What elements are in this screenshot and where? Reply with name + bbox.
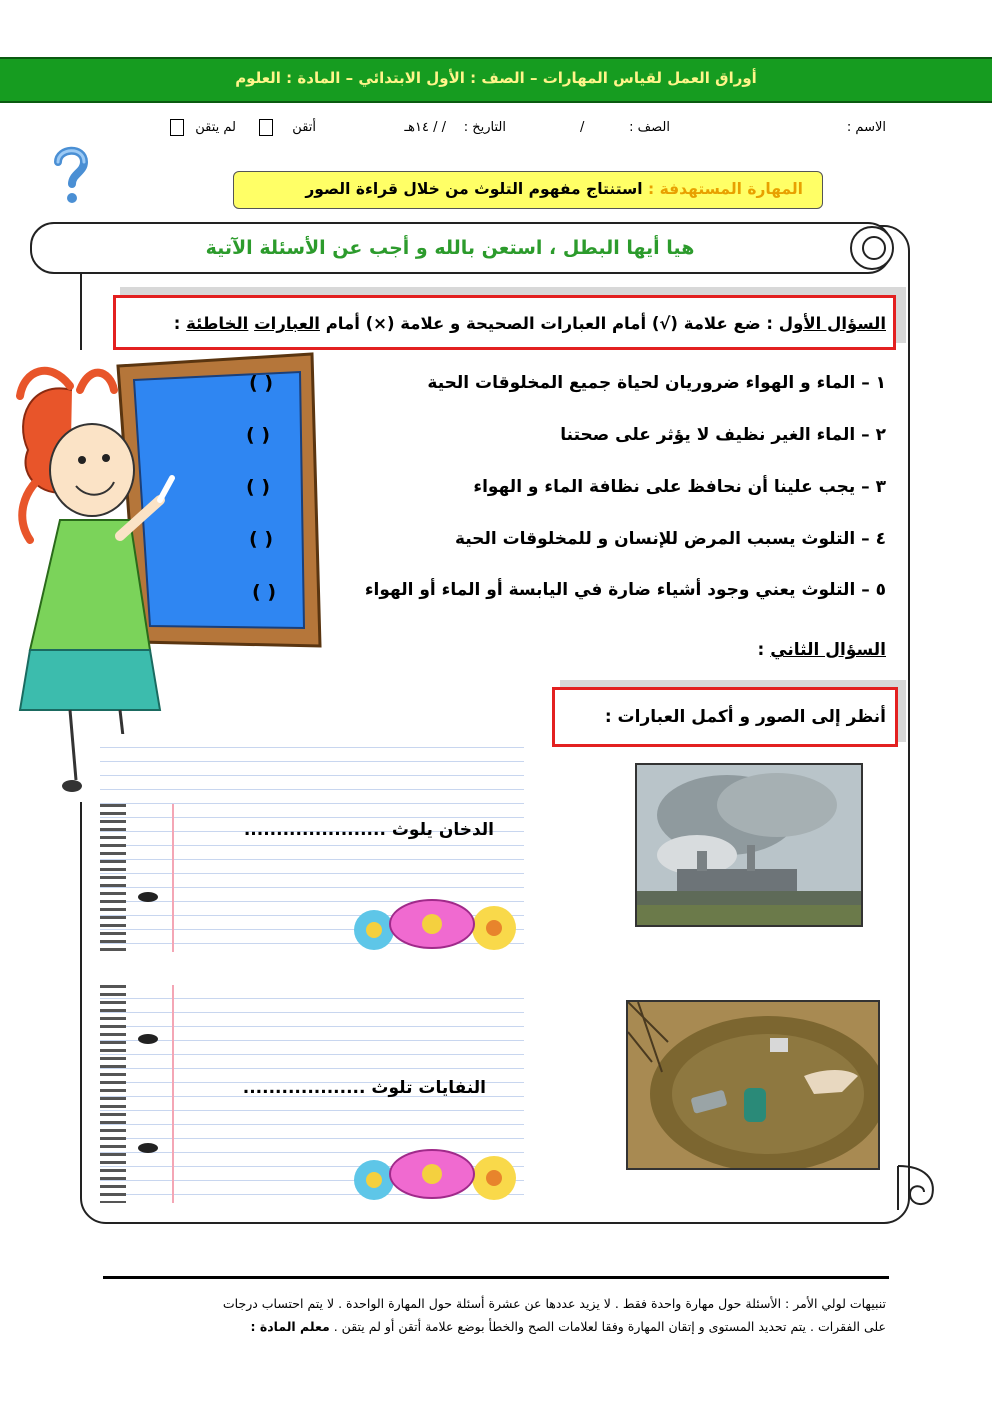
q1-heading bbox=[120, 304, 886, 344]
footer-line-2-wrap bbox=[80, 1315, 886, 1338]
class-label: الصف : bbox=[629, 120, 670, 135]
factory-smoke-photo bbox=[635, 763, 863, 927]
q2-title: السؤال الثاني bbox=[770, 640, 886, 660]
q1-instruction-b: العبارات bbox=[254, 314, 320, 333]
flowers-decoration-1 bbox=[334, 898, 526, 954]
q2-heading bbox=[700, 634, 886, 666]
q1-answer-2[interactable]: ( ) bbox=[246, 424, 270, 446]
q1-answer-5[interactable]: ( ) bbox=[252, 581, 276, 603]
q1-item-2: ٢ – الماء الغير نظيف لا يؤثر على صحتنا bbox=[560, 425, 886, 445]
footer-divider bbox=[103, 1276, 889, 1279]
binder-hole-3 bbox=[138, 1143, 158, 1153]
q1-item-5: ٥ – التلوث يعني وجود أشياء ضارة في اليابسة أو الماء أو الهواء bbox=[364, 580, 886, 600]
q2-item-1[interactable]: الدخان يلوث ...................... bbox=[243, 820, 494, 840]
question-mark-icon bbox=[40, 140, 100, 210]
scroll-bottom-curl bbox=[896, 1160, 942, 1212]
q2-item-2[interactable]: النفايات تلوث ................... bbox=[242, 1078, 486, 1098]
notebook-card-1-top bbox=[322, 734, 526, 804]
date-value: / / ١٤هـ bbox=[404, 120, 446, 135]
q1-answer-3[interactable]: ( ) bbox=[246, 476, 270, 498]
q1-item-4: ٤ – التلوث يسبب المرض للإنسان و للمخلوقات الحية bbox=[454, 529, 886, 549]
teacher-label: معلم المادة : bbox=[250, 1319, 330, 1334]
motto-banner: هيا أيها البطل ، استعن بالله و أجب عن الأسئلة الآتية bbox=[205, 237, 695, 259]
flowers-decoration-2 bbox=[334, 1148, 526, 1204]
binder-hole-2 bbox=[138, 1034, 158, 1044]
q1-item-3: ٣ – يجب علينا أن نحافظ على نظافة الماء و الهواء bbox=[473, 477, 886, 497]
header-title: أوراق العمل لقياس المهارات – الصف : الأول الابتدائي – المادة : العلوم bbox=[235, 69, 757, 87]
q1-answer-1[interactable]: ( ) bbox=[249, 372, 273, 394]
q1-item-1: ١ – الماء و الهواء ضروريان لحياة جميع المخلوقات الحية bbox=[427, 373, 886, 393]
footer-line-1: تنبيهات لولي الأمر : الأسئلة حول مهارة واحدة فقط . لا يزيد عددها عن عشرة أسئلة حول المهارة الواحدة . لا يتم احتساب درجات bbox=[222, 1296, 886, 1311]
skill-line bbox=[233, 171, 803, 207]
q2-instruction: أنظر إلى الصور و أكمل العبارات : bbox=[604, 707, 886, 727]
mastered-checkbox[interactable] bbox=[259, 119, 273, 136]
notebook-spiral-1 bbox=[100, 804, 126, 952]
name-label: الاسم : bbox=[846, 120, 886, 135]
q2-title-end: : bbox=[757, 640, 765, 660]
q1-title: السؤال الأول bbox=[778, 314, 886, 333]
q1-instruction-a: : ضع علامة (√) أمام العبارات الصحيحة و علامة (×) أمام bbox=[325, 314, 774, 333]
scroll-curl-inner bbox=[862, 236, 886, 260]
binder-hole-1 bbox=[138, 892, 158, 902]
mastered-label: أتقن bbox=[292, 120, 316, 135]
date-label: التاريخ : bbox=[463, 120, 506, 135]
q1-instruction-c: الخاطئة bbox=[186, 314, 249, 333]
notebook-spiral-2 bbox=[100, 985, 126, 1203]
class-slash: / bbox=[580, 120, 585, 135]
q1-answer-4[interactable]: ( ) bbox=[249, 528, 273, 550]
polluted-water-photo bbox=[626, 1000, 880, 1170]
not-mastered-label: لم يتقن bbox=[195, 120, 236, 135]
skill-text: استنتاج مفهوم التلوث من خلال قراءة الصور bbox=[305, 180, 643, 198]
skill-label: المهارة المستهدفة : bbox=[648, 180, 803, 198]
q1-instruction-end: : bbox=[173, 314, 181, 333]
not-mastered-checkbox[interactable] bbox=[170, 119, 184, 136]
footer-line-2: على الفقرات . يتم تحديد المستوى و إتقان المهارة وفقا لعلامات الصح والخطأ بوضع علامة أتقن أو لم يتقن . bbox=[333, 1319, 886, 1334]
footer-notes bbox=[80, 1292, 886, 1338]
